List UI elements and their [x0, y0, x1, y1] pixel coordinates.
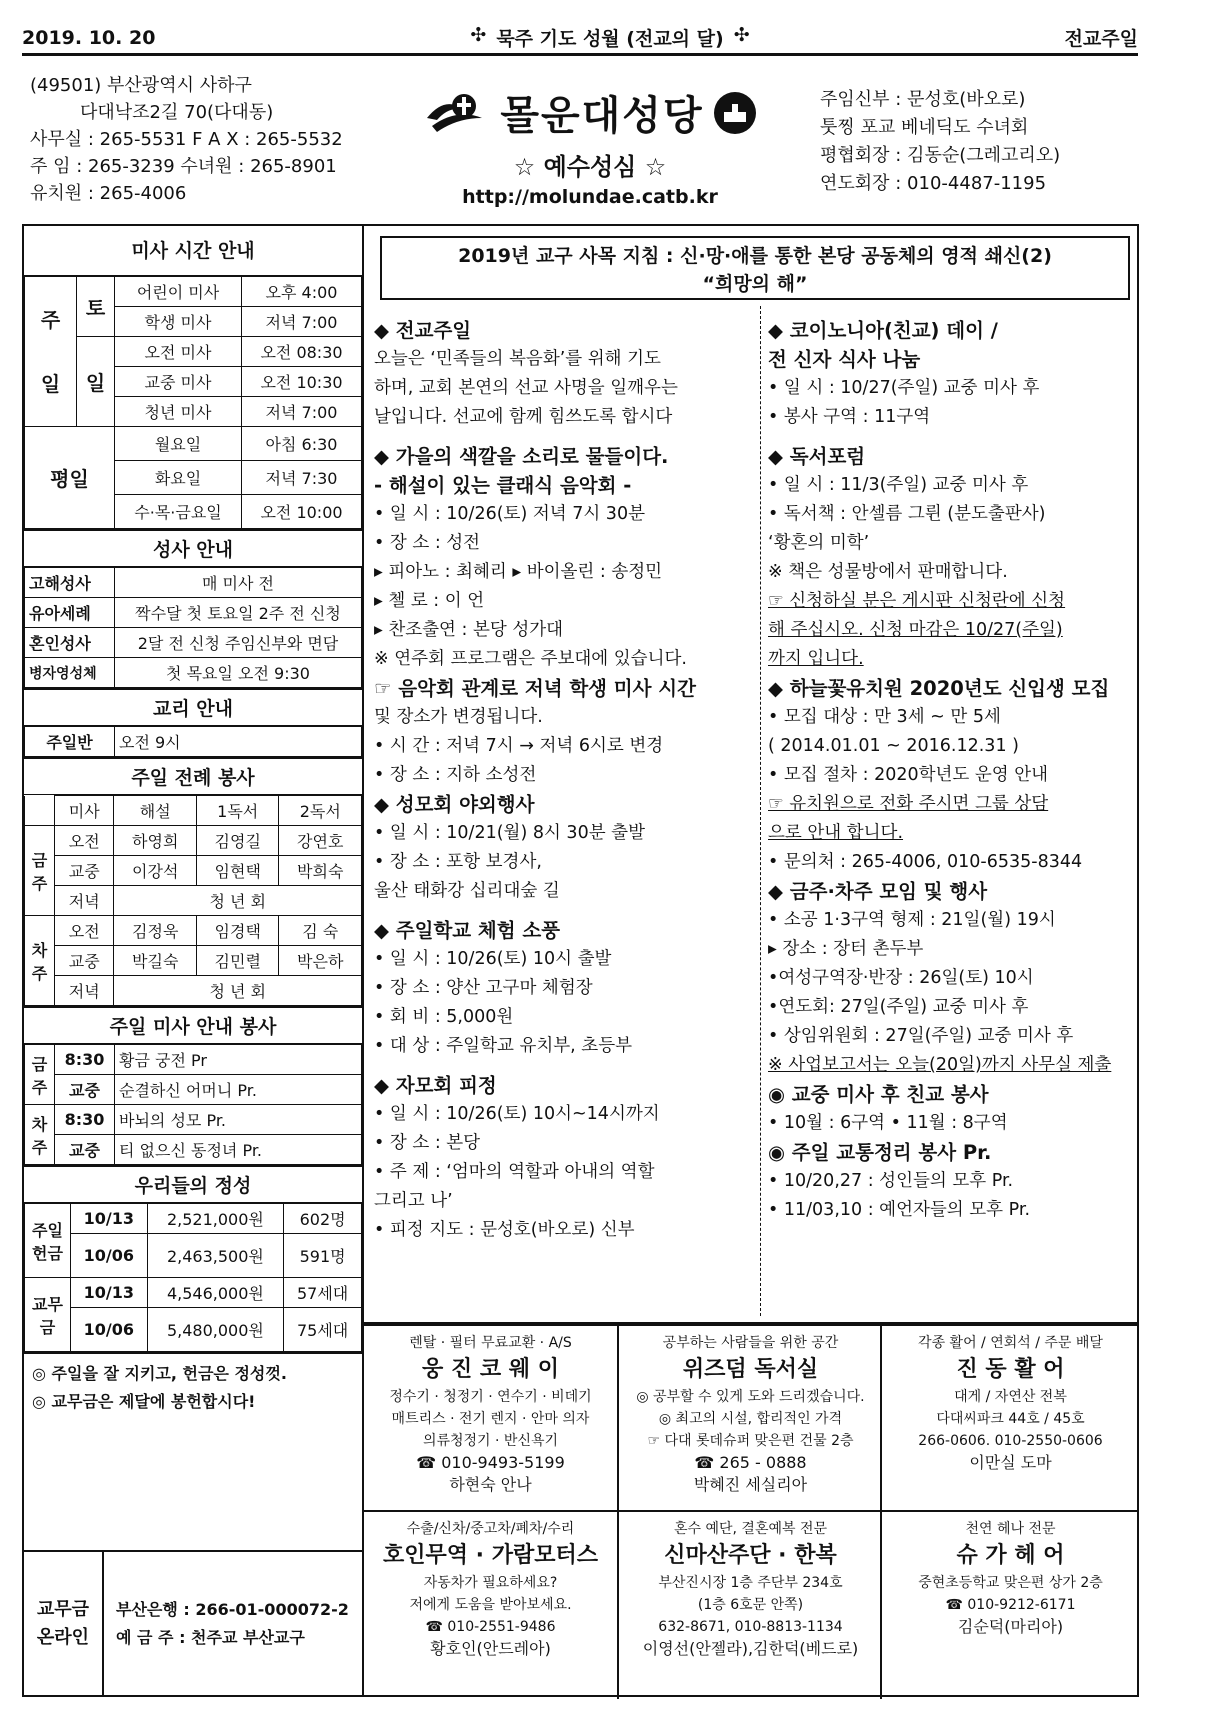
ad-l1: 자동차가 필요하세요? [423, 1575, 558, 1591]
article-line: • 장 소 : 포항 보경사, [374, 852, 542, 872]
article-line: 하며, 교회 본연의 선교 사명을 일깨우는 [374, 378, 678, 398]
ad-l1: 부산진시장 1층 주단부 234호 [658, 1575, 843, 1591]
ad-l1: 중현초등학교 맞은편 상가 2층 [918, 1575, 1103, 1591]
article-line [374, 432, 756, 442]
article-line [768, 432, 1133, 442]
article-line [374, 906, 756, 916]
article-line: • 일 시 : 10/26(토) 저녁 7시 30분 [374, 504, 645, 524]
article-line: • 일 시 : 10/26(토) 10시~14시까지 [374, 1104, 660, 1124]
article-line: ▸ 찬조출연 : 본당 성가대 [374, 620, 564, 640]
ad-l1: ◎ 공부할 수 있게 도와 드리겠습니다. [636, 1389, 865, 1405]
article-heading: ◉ 주일 교통정리 봉사 Pr. [768, 1141, 992, 1164]
article-line: • 11/03,10 : 예언자들의 모후 Pr. [768, 1200, 1031, 1220]
mass-guide-service: 주일 미사 안내 봉사 금주 8:30 황금 궁전 Pr 교중 순결하신 어머니 Pr. 차주 8:30 바뇌의 성모 Pr. 교중 티 없으신 동정녀 Pr. [24, 1008, 362, 1167]
mass-schedule: 미사 시간 안내 주 일 토 어린이 미사 오후 4:00 학생 미사 저녁 7:00 일 오전 미사 오전 08:30 교중 미사 오전 10:30 청년 미사 저녁 7:00 평일 월요일 아침 6:30 화요일 저녁 7:30 수·목·금요일 오전 10:00 [24, 226, 362, 531]
article-line: • 모집 대상 : 만 3세 ~ 만 5세 [768, 707, 1001, 727]
parish-logo [420, 84, 760, 208]
article-line: • 시 간 : 저녁 7시 → 저녁 6시로 변경 [374, 736, 664, 756]
article-line: • 장 소 : 양산 고구마 체험장 [374, 978, 593, 998]
ad-l5: 황호인(안드레아) [430, 1639, 551, 1658]
article-line: ( 2014.01.01 ~ 2016.12.31 ) [768, 736, 1019, 756]
article-line: 날입니다. 선교에 함께 힘쓰도록 합시다 [374, 407, 673, 427]
ad-top: 수출/신차/중고차/폐차/수리 [406, 1521, 575, 1537]
offering-note-1: ◎ 주일을 잘 지키고, 헌금은 정성껏. [32, 1364, 287, 1383]
article-line: • 소공 1·3구역 형제 : 21일(월) 19시 [768, 910, 1056, 930]
ad-l5: 김순덕(마리아) [957, 1617, 1064, 1636]
ad-top: 렌탈 · 필터 무료교환 · A/S [409, 1335, 572, 1351]
article-line: ▸ 장소 : 장터 촌두부 [768, 939, 924, 959]
article-line: • 장 소 : 지하 소성전 [374, 765, 537, 785]
article-line: •연도회: 27일(주일) 교중 미사 후 [768, 997, 1029, 1017]
article-heading: - 해설이 있는 클래식 음악회 - [374, 474, 632, 497]
article-line: 오늘은 ‘민족들의 복음화’를 위해 기도 [374, 349, 661, 369]
ad-top: 각종 활어 / 연회석 / 주문 배달 [918, 1335, 1103, 1351]
advertisement [364, 1332, 617, 1496]
pastoral-banner: 2019년 교구 사목 지침 : 신·망·애를 통한 본당 공동체의 영적 쇄신(2) “희망의 해” [380, 236, 1130, 300]
ad-top: 공부하는 사람들을 위한 공간 [662, 1335, 839, 1351]
ad-l2: 다대씨파크 44호 / 45호 [936, 1411, 1085, 1427]
article-heading: ◉ 교중 미사 후 친교 봉사 [768, 1083, 989, 1106]
ad-l5: 하현숙 안나 [449, 1475, 532, 1494]
ad-l2: ☎ 010-9212-6171 [945, 1597, 1076, 1613]
ad-l2: 매트리스 · 전기 렌지 · 안마 의자 [391, 1411, 590, 1427]
article-line: • 회 비 : 5,000원 [374, 1007, 514, 1027]
article-line: • 일 시 : 10/21(월) 8시 30분 출발 [374, 823, 645, 843]
liturgy-service: 주일 전례 봉사 미사 해설 1독서 2독서 금주 오전 하영희 김영길 강연호 교중 이강석 임현택 박희숙 저녁 청 년 회 차주 오전 김정욱 임경택 김 숙 교중 박길숙 김민렬 박은하 저녁 청 년 회 [24, 759, 362, 1008]
article-line: 까지 입니다. [768, 649, 864, 669]
ad-l2: ◎ 최고의 시설, 합리적인 가격 [658, 1411, 843, 1427]
advertisement [619, 1332, 882, 1496]
ad-l3: ☎ 010-2551-9486 [425, 1619, 556, 1635]
article-line: • 독서책 : 안셀름 그륀 (분도출판사) [768, 504, 1046, 524]
article-heading: ◆ 전교주일 [374, 319, 472, 342]
ad-title: 신마산주단 · 한복 [664, 1543, 837, 1568]
ad-top: 천연 헤나 전문 [965, 1521, 1056, 1537]
article-heading: ◆ 가을의 색깔을 소리로 물들이다. [374, 445, 669, 468]
parish-name: 몰운대성당 [500, 93, 704, 139]
article-line [374, 1061, 756, 1071]
ad-title: 슈 가 헤 어 [956, 1543, 1065, 1568]
article-line: 그리고 나’ [374, 1191, 453, 1211]
parish-motto: ☆ 예수성심 ☆ [513, 153, 667, 181]
church-building-icon [712, 90, 758, 136]
article-line: • 대 상 : 주일학교 유치부, 초등부 [374, 1036, 633, 1056]
staff-info: 주임신부 : 문성호(바오로) 툿찡 포교 베네딕도 수녀회 평협회장 : 김동순(그레고리오) 연도회장 : 010-4487-1195 [820, 89, 1061, 194]
ad-title: 웅 진 코 웨 이 [422, 1357, 559, 1382]
article-line: ☞ 유치원으로 전화 주시면 그룹 상담 [768, 794, 1049, 814]
parish-url[interactable]: http://molundae.catb.kr [462, 186, 718, 208]
advertisement [619, 1518, 882, 1660]
ad-l4: ☎ 010-9493-5199 [416, 1453, 565, 1472]
advertisement [882, 1332, 1139, 1474]
article-line: ‘황혼의 미학’ [768, 533, 870, 553]
article-line: 으로 안내 합니다. [768, 823, 904, 843]
online-account: 교무금 온라인 부산은행 : 266-01-000072-2 예 금 주 : 천주교 부산교구 [22, 1550, 364, 1697]
ad-l5: 이만실 도마 [969, 1453, 1052, 1472]
ad-l1: 대게 / 자연산 전복 [954, 1389, 1067, 1405]
article-heading: ◆ 하늘꽃유치원 2020년도 신입생 모집 [768, 677, 1110, 700]
article-line: • 주 제 : ‘엄마의 역할과 아내의 역할 [374, 1162, 655, 1182]
article-heading: ◆ 독서포럼 [768, 445, 866, 468]
left-articles [374, 316, 756, 1245]
parish-address: (49501) 부산광역시 사하구 다대낙조2길 70(다대동) 사무실 : 265-5531 F A X : 265-5532 주 임 : 265-3239 수녀원 : 265-8901 유치원 : 265-4006 [30, 75, 343, 204]
advertisement [364, 1518, 617, 1660]
sunday-name: 전교주일 [1064, 28, 1138, 50]
article-line: • 일 시 : 11/3(주일) 교중 미사 후 [768, 475, 1029, 495]
article-line: • 피정 지도 : 문성호(바오로) 신부 [374, 1220, 635, 1240]
ad-l1: 정수기 · 청정기 · 연수기 · 비데기 [389, 1389, 592, 1405]
article-line: • 10월 : 6구역 • 11월 : 8구역 [768, 1113, 1008, 1133]
month-title: ✣ 묵주 기도 성월 (전교의 달) ✣ [470, 24, 750, 50]
ad-title: 위즈덤 독서실 [682, 1357, 819, 1382]
ad-l3: ☞ 다대 롯데슈퍼 맞은편 건물 2층 [647, 1433, 854, 1449]
ad-top: 혼수 예단, 결혼예복 전문 [673, 1521, 828, 1537]
ad-title: 호인무역 · 가람모터스 [383, 1543, 598, 1568]
article-line: •여성구역장·반장 : 26일(토) 10시 [768, 968, 1034, 988]
article-heading: ◆ 주일학교 체험 소풍 [374, 919, 561, 942]
article-heading: ◆ 코이노니아(친교) 데이 / [768, 319, 998, 342]
article-line: ※ 사업보고서는 오늘(20일)까지 사무실 제출 [768, 1055, 1112, 1075]
article-heading: 전 신자 식사 나눔 [768, 348, 921, 371]
article-line: • 장 소 : 성전 [374, 533, 481, 553]
advertisement [882, 1518, 1139, 1638]
ad-l3: 의류청정기 · 반신욕기 [422, 1433, 559, 1449]
doctrine-guide: 교리 안내 주일반 오전 9시 [24, 690, 362, 759]
offering-note-2: ◎ 교무금은 제달에 봉헌합시다! [32, 1392, 256, 1411]
article-heading: ☞ 음악회 관계로 저녁 학생 미사 시간 [374, 677, 696, 700]
article-line: • 모집 절차 : 2020학년도 운영 안내 [768, 765, 1049, 785]
article-line: • 장 소 : 본당 [374, 1133, 481, 1153]
ad-l3: 632-8671, 010-8813-1134 [658, 1619, 843, 1635]
article-heading: ◆ 금주·차주 모임 및 행사 [768, 880, 988, 903]
ad-title: 진 동 활 어 [956, 1357, 1065, 1382]
ad-l5: 이영선(안젤라),김한덕(베드로) [642, 1639, 859, 1658]
article-line: ▸ 피아노 : 최혜리 ▸ 바이올린 : 송정민 [374, 562, 663, 582]
ad-l5: 박혜진 세실리아 [693, 1475, 808, 1494]
article-line: 해 주십시오. 신청 마감은 10/27(주일) [768, 620, 1063, 640]
article-line: ※ 연주회 프로그램은 주보대에 있습니다. [374, 649, 687, 669]
article-heading: ◆ 자모회 피정 [374, 1074, 497, 1097]
article-line: ▸ 첼 로 : 이 언 [374, 591, 485, 611]
article-line: • 상임위원회 : 27일(주일) 교중 미사 후 [768, 1026, 1074, 1046]
right-articles [768, 316, 1133, 1225]
ad-l4: ☎ 265 - 0888 [694, 1453, 807, 1472]
article-line: • 10/20,27 : 성인들의 모후 Pr. [768, 1171, 1014, 1191]
sacrament-guide: 성사 안내 고해성사 매 미사 전 유아세례 짝수달 첫 토요일 2주 전 신청 혼인성사 2달 전 신청 주임신부와 면담 병자영성체 첫 목요일 오전 9:30 [24, 531, 362, 690]
article-line: • 일 시 : 10/26(토) 10시 출발 [374, 949, 612, 969]
issue-date: 2019. 10. 20 [22, 26, 156, 49]
column-divider [760, 306, 761, 1316]
left-column [22, 224, 364, 1697]
article-line: 및 장소가 변경됩니다. [374, 707, 543, 727]
article-line: • 일 시 : 10/27(주일) 교중 미사 후 [768, 378, 1040, 398]
article-line: • 문의처 : 265-4006, 010-6535-8344 [768, 852, 1083, 872]
church-emblem-icon [422, 88, 492, 138]
article-line: • 봉사 구역 : 11구역 [768, 407, 931, 427]
article-heading: ◆ 성모회 야외행사 [374, 793, 535, 816]
offering-report: 우리들의 정성 주일헌금 10/13 2,521,000원 602명 10/06 2,463,500원 591명 교무금 10/13 4,546,000원 57세대 10/06 5,480,000원 75세대 ◎ 주일을 잘 지키고, 헌금은 정성껏. ◎ 교무금은 제달에 봉헌합시다! [24, 1167, 362, 1422]
ad-l3: 266-0606. 010-2550-0606 [918, 1433, 1103, 1449]
article-line: ☞ 신청하실 분은 게시판 신청란에 신청 [768, 591, 1066, 611]
ad-l2: (1층 6호문 안쪽) [697, 1597, 804, 1613]
ad-l2: 저에게 도움을 받아보세요. [409, 1597, 572, 1613]
article-line: ※ 책은 성물방에서 판매합니다. [768, 562, 1008, 582]
article-line: 울산 태화강 십리대숲 길 [374, 881, 560, 901]
top-bar [22, 22, 1138, 56]
